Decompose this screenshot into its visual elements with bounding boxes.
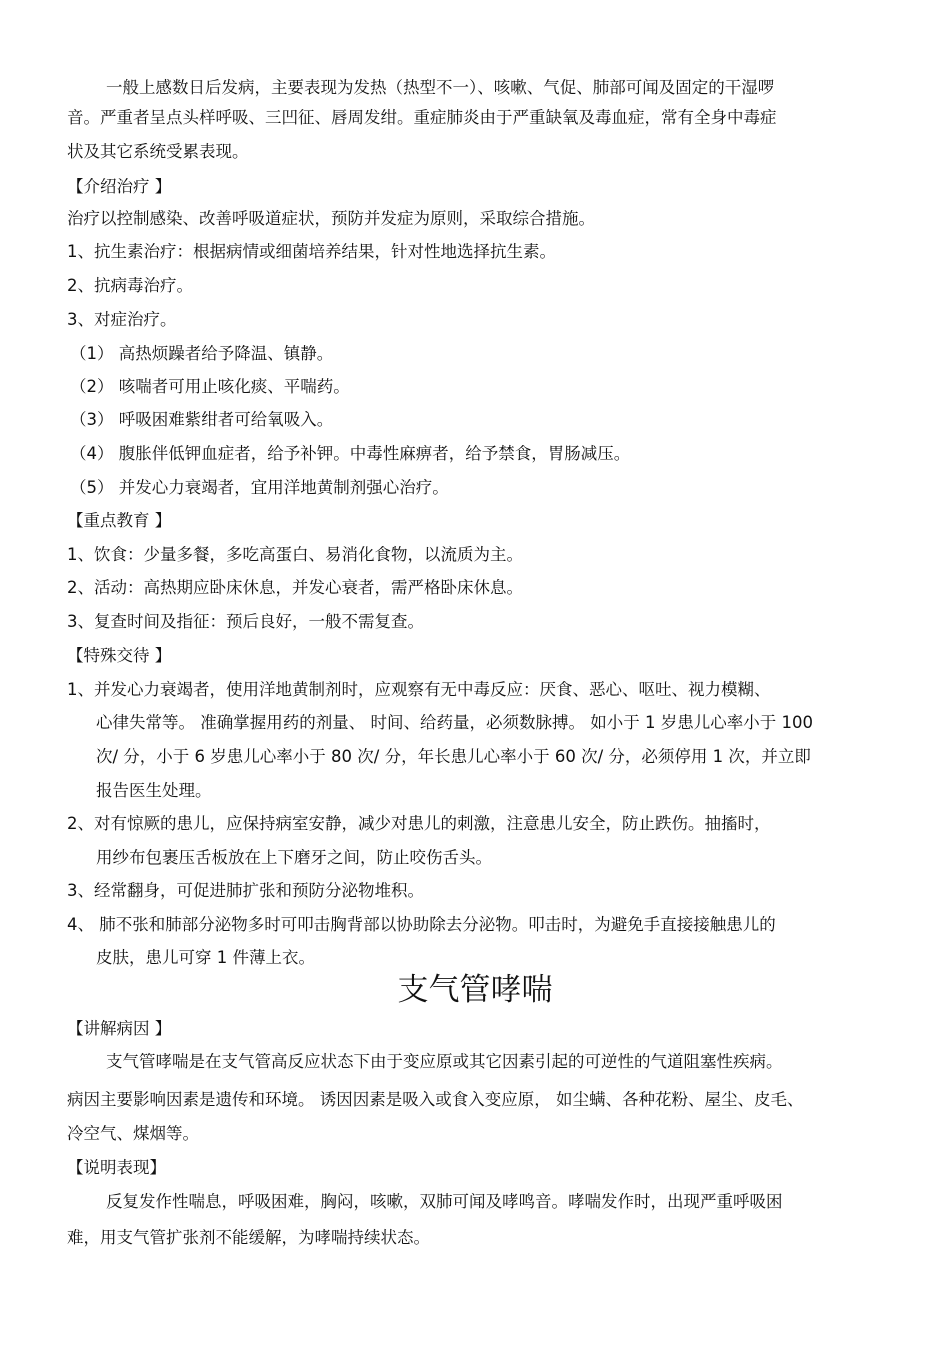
list-item-continuation: 皮肤，患儿可穿 1 件薄上衣。 <box>96 948 315 967</box>
list-item: 2、抗病毒治疗。 <box>67 276 193 295</box>
paragraph-line: 音。严重者呈点头样呼吸、三凹征、唇周发绀。重症肺炎由于严重缺氧及毒血症，常有全身中毒症 <box>67 108 777 127</box>
list-item: 3、对症治疗。 <box>67 310 177 329</box>
paragraph-line: 一般上感数日后发病，主要表现为发热（热型不一）、咳嗽、气促、肺部可闻及固定的干湿啰 <box>106 78 775 97</box>
section-heading: 【介绍治疗 】 <box>67 177 172 196</box>
list-item-continuation: 心律失常等。 准确掌握用药的剂量、 时间、给药量，必须数脉搏。 如小于 1 岁患儿心率小于 100 <box>96 713 813 732</box>
list-item-continuation: 用纱布包裹压舌板放在上下磨牙之间，防止咬伤舌头。 <box>96 848 492 867</box>
list-item: 2、活动：高热期应卧床休息，并发心衰者，需严格卧床休息。 <box>67 578 523 597</box>
paragraph-line: 反复发作性喘息，呼吸困难，胸闷，咳嗽，双肺可闻及哮鸣音。哮喘发作时，出现严重呼吸困 <box>106 1192 783 1211</box>
section-heading: 【说明表现】 <box>67 1158 166 1177</box>
list-item-continuation: 报告医生处理。 <box>96 781 212 800</box>
list-item: 3、复查时间及指征：预后良好，一般不需复查。 <box>67 612 424 631</box>
list-item: 1、抗生素治疗：根据病情或细菌培养结果，针对性地选择抗生素。 <box>67 242 556 261</box>
section-heading: 【特殊交待 】 <box>67 646 172 665</box>
list-item: 2、对有惊厥的患儿，应保持病室安静，减少对患儿的刺激，注意患儿安全，防止跌伤。抽搐时， <box>67 814 771 833</box>
sub-list-item: （4） 腹胀伴低钾血症者，给予补钾。中毒性麻痹者，给予禁食，胃肠减压。 <box>70 444 631 463</box>
sub-list-item: （2） 咳喘者可用止咳化痰、平喘药。 <box>70 377 350 396</box>
paragraph-line: 支气管哮喘是在支气管高反应状态下由于变应原或其它因素引起的可逆性的气道阻塞性疾病。 <box>106 1052 783 1071</box>
paragraph-line: 治疗以控制感染、改善呼吸道症状，预防并发症为原则，采取综合措施。 <box>67 209 595 228</box>
paragraph-line: 难，用支气管扩张剂不能缓解，为哮喘持续状态。 <box>67 1228 430 1247</box>
sub-list-item: （3） 呼吸困难紫绀者可给氧吸入。 <box>70 410 334 429</box>
section-heading: 【讲解病因 】 <box>67 1019 172 1038</box>
list-item: 1、饮食：少量多餐，多吃高蛋白、易消化食物，以流质为主。 <box>67 545 523 564</box>
paragraph-line: 状及其它系统受累表现。 <box>67 142 249 161</box>
paragraph-line: 冷空气、煤烟等。 <box>67 1124 199 1143</box>
sub-list-item: （5） 并发心力衰竭者，宜用洋地黄制剂强心治疗。 <box>70 478 449 497</box>
sub-list-item: （1） 高热烦躁者给予降温、镇静。 <box>70 344 334 363</box>
list-item: 1、并发心力衰竭者，使用洋地黄制剂时，应观察有无中毒反应：厌食、恶心、呕吐、视力模糊、 <box>67 680 771 699</box>
list-item: 3、经常翻身，可促进肺扩张和预防分泌物堆积。 <box>67 881 424 900</box>
list-item: 4、 肺不张和肺部分泌物多时可叩击胸背部以协助除去分泌物。叩击时，为避免手直接接触患儿的 <box>67 915 776 934</box>
list-item-continuation: 次/ 分，小于 6 岁患儿心率小于 80 次/ 分，年长患儿心率小于 60 次/ 分，必须停用 1 次，并立即 <box>96 747 811 766</box>
section-title: 支气管哮喘 <box>397 972 553 1008</box>
section-heading: 【重点教育 】 <box>67 511 172 530</box>
paragraph-line: 病因主要影响因素是遗传和环境。 诱因因素是吸入或食入变应原， 如尘螨、各种花粉、屋尘、皮毛、 <box>67 1090 804 1109</box>
